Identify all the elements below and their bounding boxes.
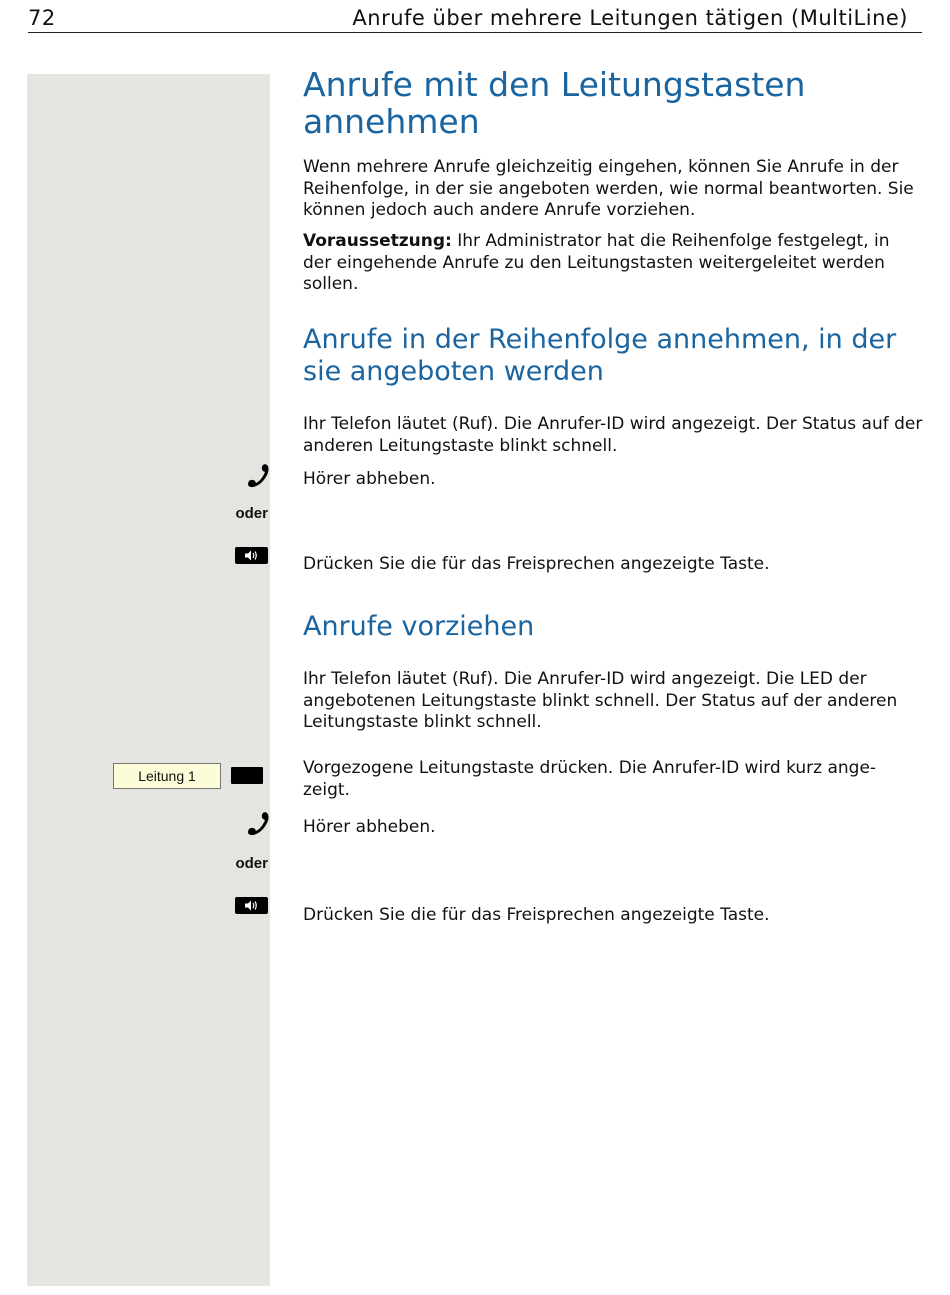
step-line-key: Vorgezogene Leitungstaste drücken. Die Anrufer-ID wird kurz ange-zeigt. <box>303 758 877 800</box>
speaker-key-2 <box>235 897 268 914</box>
section-title-main: Anrufe mit den Leitungstasten annehmen <box>303 65 806 141</box>
in-order-intro: Ihr Telefon läutet (Ruf). Die Anrufer-ID wird angezeigt. Der Status auf der anderen Leitungstaste blinkt schnell. <box>303 414 923 456</box>
page-number: 72 <box>28 6 56 30</box>
intro-paragraph: Wenn mehrere Anrufe gleichzeitig eingehen, können Sie Anrufe in der Reihenfolge, in der sie angeboten werden, wie normal beantworten. Sie können jedoch auch andere Anrufe vorziehen. <box>303 157 914 220</box>
prerequisite-label: Voraussetzung: <box>303 231 452 251</box>
section-title-prefer: Anrufe vorziehen <box>303 611 535 642</box>
prerequisite-paragraph <box>303 231 923 296</box>
or-label: oder <box>235 505 268 522</box>
step-lift-handset: Hörer abheben. <box>303 469 436 489</box>
or-label-2: oder <box>235 855 268 872</box>
step-lift-handset-2: Hörer abheben. <box>303 817 436 837</box>
prerequisite-text: Ihr Administrator hat die Reihenfolge festgelegt, in der eingehende Anrufe zu den Leitungstasten weitergeleitet werden sollen. <box>303 231 890 294</box>
speaker-key <box>235 547 268 564</box>
step-speaker: Drücken Sie die für das Freisprechen angezeigte Taste. <box>303 554 770 574</box>
instruction-sidebar <box>27 74 270 1286</box>
step-speaker-2: Drücken Sie die für das Freisprechen angezeigte Taste. <box>303 905 770 925</box>
line-key <box>231 767 263 784</box>
section-title-in-order: Anrufe in der Reihenfolge annehmen, in der sie angeboten werden <box>303 324 897 387</box>
line-display-label: Leitung 1 <box>113 763 221 789</box>
prefer-intro: Ihr Telefon läutet (Ruf). Die Anrufer-ID wird angezeigt. Die LED der angebotenen Leitungstaste blinkt schnell. Der Status auf der anderen Leitungstaste blinkt schnell. <box>303 669 898 732</box>
speaker-icon <box>245 900 258 911</box>
running-title: Anrufe über mehrere Leitungen tätigen (MultiLine) <box>352 6 908 30</box>
handset-icon <box>246 463 270 493</box>
handset-icon <box>246 811 270 841</box>
page-header <box>28 4 922 33</box>
speaker-icon <box>245 550 258 561</box>
